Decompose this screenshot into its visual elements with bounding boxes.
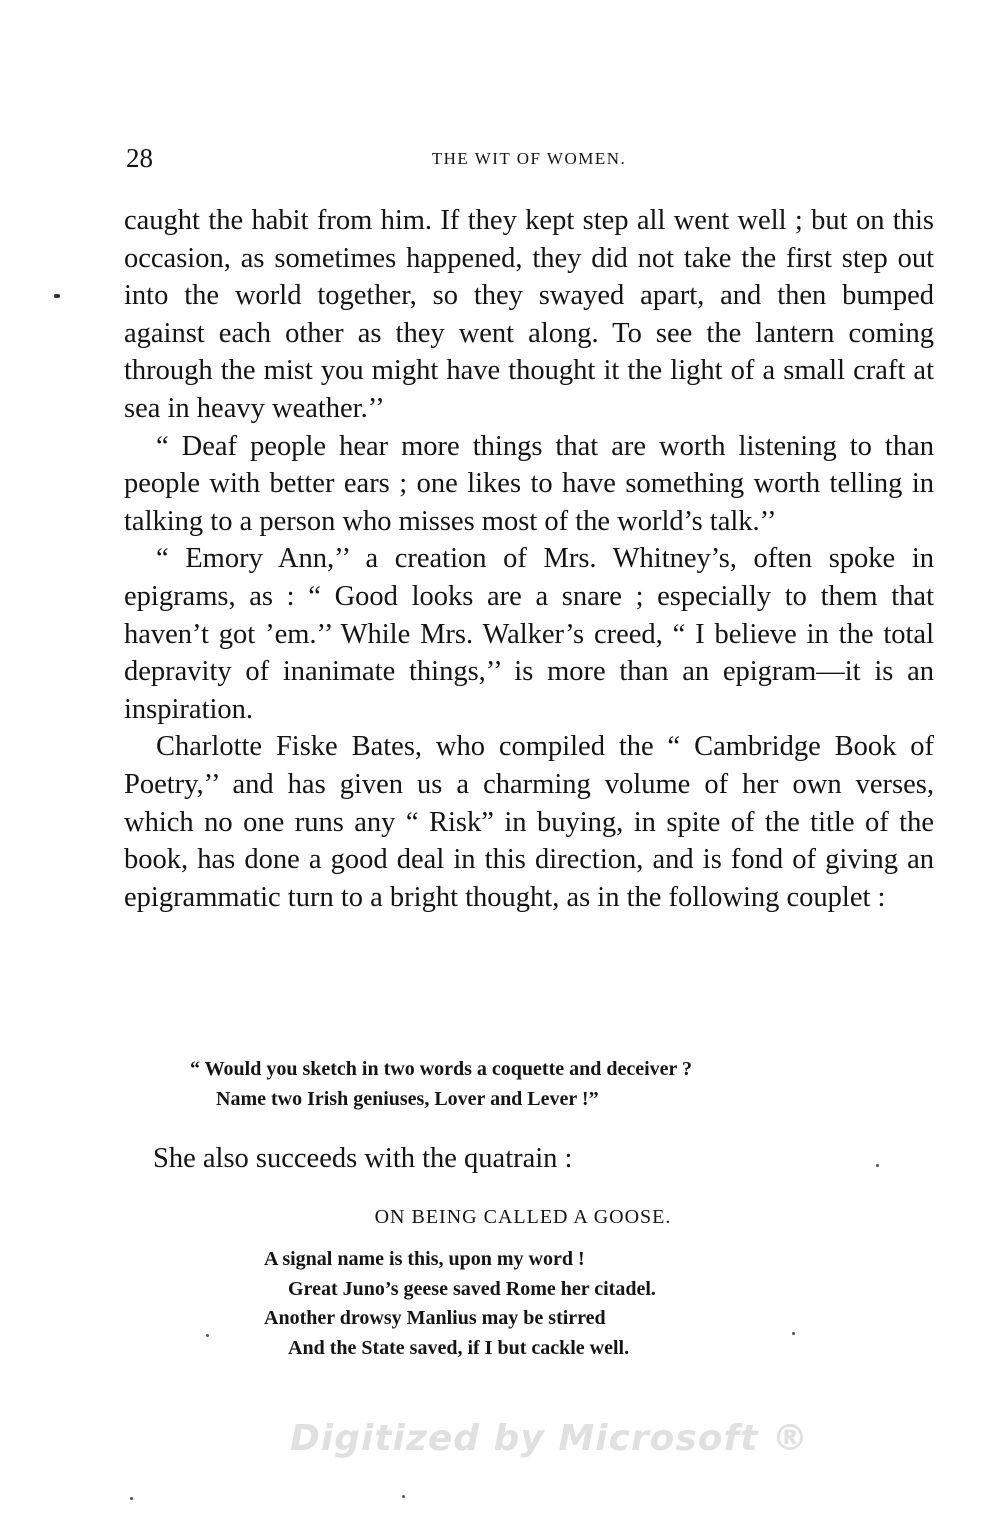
- print-speck: [130, 1497, 133, 1500]
- epigram-line-2: Name two Irish geniuses, Lover and Lever !”: [216, 1088, 599, 1110]
- print-speck: [876, 1164, 879, 1167]
- page-header: [124, 140, 934, 176]
- poem-quatrain: [264, 1245, 864, 1363]
- page-number: 28: [126, 143, 153, 173]
- paragraph-charlotte-fiske-bates: Charlotte Fiske Bates, who compiled the “ Cambridge Book of Poetry,’’ and has given us a charming volume of her own verses, which no one runs any “ Risk” in buying, in spite of the title of the book, has done a good deal in this direction, and is fond of giving an epigrammatic turn to a bright thought, as in the following couplet :: [124, 731, 934, 913]
- epigram-couplet: [190, 1054, 890, 1114]
- paragraph-continued: caught the habit from him. If they kept step all went well ; but on this occasion, as sometimes happened, they did not take the first step out into the world together, so they swayed apart, and then bumped against each other as they went along. To see the lantern coming through the mist you might have thought it the light of a small craft at sea in heavy weather.’’: [124, 205, 934, 424]
- body-text: [124, 202, 934, 916]
- poem-line: And the State saved, if I but cackle well.: [288, 1336, 630, 1359]
- print-speck: [54, 294, 60, 298]
- print-speck: [402, 1495, 405, 1498]
- print-speck: [792, 1332, 795, 1335]
- poem-line: Another drowsy Manlius may be stirred: [264, 1307, 606, 1329]
- poem-line: A signal name is this, upon my word !: [264, 1248, 585, 1270]
- running-head: THE WIT OF WOMEN.: [431, 149, 627, 168]
- poem-title: ON BEING CALLED A GOOSE.: [374, 1206, 672, 1228]
- digitization-watermark: Digitized by Microsoft ®: [290, 1418, 809, 1459]
- poem-line: Great Juno’s geese saved Rome her citadel.: [288, 1277, 656, 1300]
- epigram-line-1: “ Would you sketch in two words a coquette and deceiver ?: [190, 1058, 693, 1080]
- print-speck: [206, 1334, 209, 1337]
- paragraph-emory-ann: “ Emory Ann,’’ a creation of Mrs. Whitney’s, often spoke in epigrams, as : “ Good looks are a snare ; especially to them that haven’t got ’em.’’ While Mrs. Walker’s creed, “ I believe in the total depravity of inanimate things,’’ is more than an epigram—it is an inspiration.: [124, 543, 934, 725]
- paragraph-deaf-people: “ Deaf people hear more things that are worth listening to than people with better ears ; one likes to have something worth telling in talking to a person who misses most of the world’s talk.’’: [124, 430, 934, 537]
- quatrain-intro: She also succeeds with the quatrain :: [153, 1143, 573, 1174]
